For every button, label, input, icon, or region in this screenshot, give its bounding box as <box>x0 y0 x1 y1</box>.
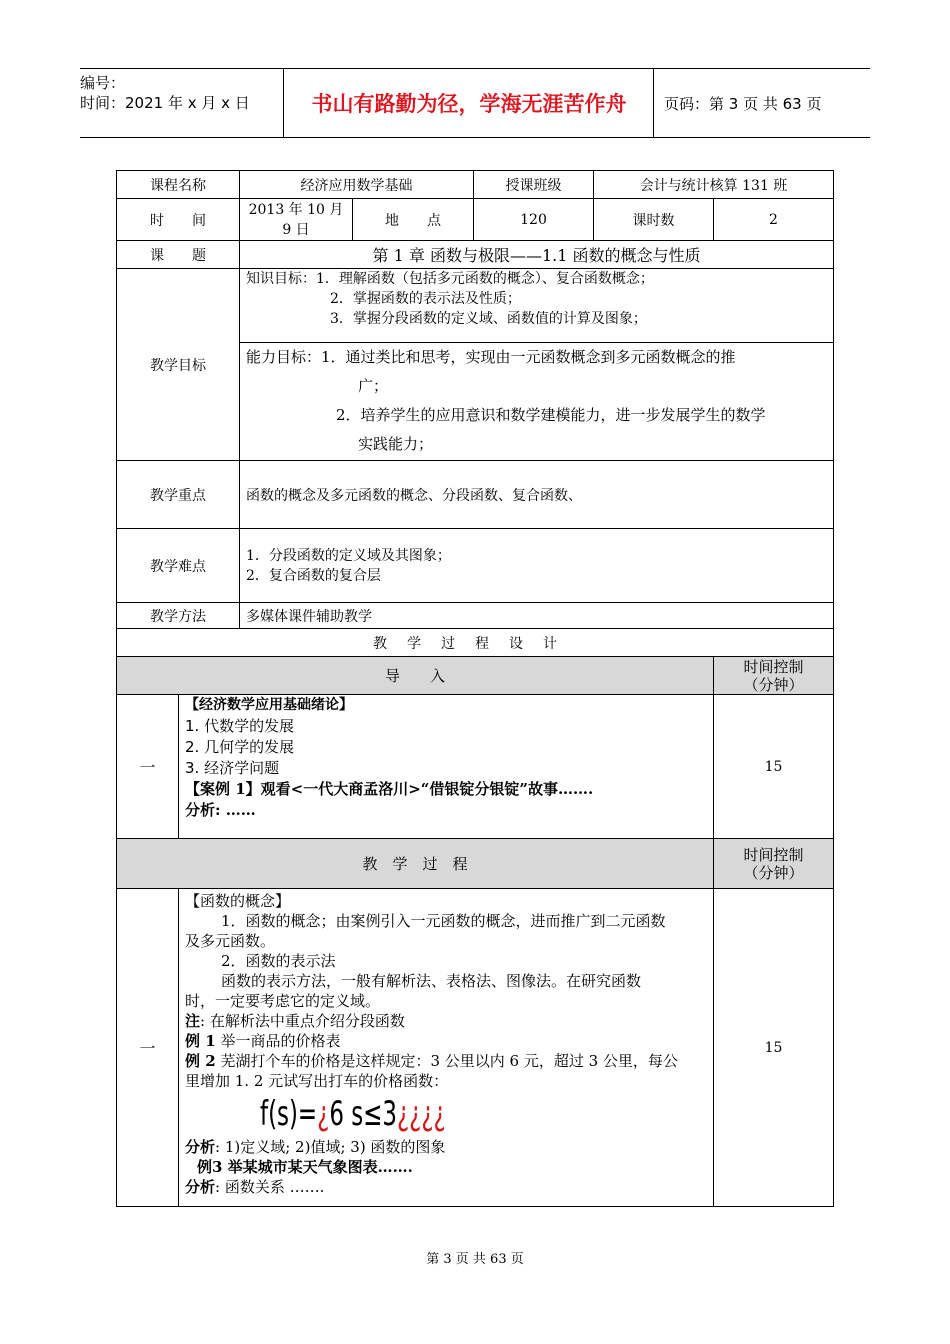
section-2-content <box>179 889 714 1207</box>
analysis-label: 分析 <box>185 1138 216 1156</box>
example-1-text: 举一商品的价格表 <box>215 1032 341 1050</box>
section-2-minutes: 15 <box>714 889 834 1207</box>
section-1-item-1: 1. 代数学的发展 <box>185 717 295 735</box>
row-process-title <box>117 629 834 657</box>
row-difficulties <box>117 529 834 603</box>
header-motto: 书山有路勤为径，学海无涯苦作舟 <box>285 69 654 137</box>
method-label: 教学方法 <box>117 603 240 629</box>
knowledge-goal-2: 2．掌握函数的表示法及性质； <box>330 291 521 307</box>
example-3-text: 举某城市某天气象图表……. <box>222 1158 413 1176</box>
example-2-label: 例 2 <box>185 1052 216 1070</box>
time-control-label-2: 时间控制 <box>743 845 804 864</box>
section-1-title: 【经济数学应用基础绪论】 <box>185 697 353 713</box>
section-1-item-2: 2. 几何学的发展 <box>185 738 295 756</box>
row-topic <box>117 241 834 269</box>
date-line-2: 9 日 <box>282 221 310 238</box>
key-points-label: 教学重点 <box>117 461 240 529</box>
row-method <box>117 603 834 629</box>
example-3-label: 例3 <box>197 1158 223 1176</box>
method-value: 多媒体课件辅助教学 <box>240 603 834 629</box>
row-knowledge-goals <box>117 269 834 343</box>
row-process-header <box>117 839 834 889</box>
section-1-number: 一 <box>117 695 179 839</box>
section-2-number: 一 <box>117 889 179 1207</box>
note-label: 注 <box>185 1012 201 1030</box>
piecewise-formula <box>185 1091 577 1137</box>
difficulty-1: 1．分段函数的定义域及其图象； <box>246 547 451 564</box>
row-course <box>117 171 834 199</box>
ability-goal-1-cont: 广； <box>358 377 389 395</box>
section-2-analysis-2 <box>185 1177 707 1197</box>
example-1-label: 例 1 <box>185 1032 216 1050</box>
date-line-1: 2013 年 10 月 <box>248 201 344 218</box>
difficulties-label: 教学难点 <box>117 529 240 603</box>
page-header <box>80 68 870 138</box>
section-1-content <box>179 695 714 839</box>
formula-case: 6 s≤3 <box>329 1094 397 1134</box>
header-page-info: 页码：第 3 页 共 63 页 <box>664 94 822 113</box>
class-value: 会计与统计核算 131 班 <box>594 171 834 199</box>
topic-value: 第 1 章 函数与极限——1.1 函数的概念与性质 <box>240 241 834 269</box>
section-2-example-2 <box>185 1051 707 1071</box>
ability-goal-2-cont: 实践能力； <box>358 435 434 453</box>
key-points: 函数的概念及多元函数的概念、分段函数、复合函数、 <box>240 461 834 529</box>
ability-goal-2: 2．培养学生的应用意识和数学建模能力，进一步发展学生的数学 <box>336 406 766 424</box>
page-footer: 第 3 页 共 63 页 <box>426 1252 524 1267</box>
section-2-example-2b: 里增加 1. 2 元试写出打车的价格函数： <box>185 1072 449 1090</box>
goals-label: 教学目标 <box>117 269 240 461</box>
analysis-2-text: : 函数关系 ……. <box>215 1178 325 1196</box>
row-section-1 <box>117 695 834 839</box>
knowledge-goal-3: 3．掌握分段函数的定义域、函数值的计算及图象； <box>330 311 647 327</box>
difficulties <box>240 529 834 603</box>
row-intro-header <box>117 657 834 695</box>
topic-label: 课 题 <box>117 241 240 269</box>
row-key-points <box>117 461 834 529</box>
header-meta <box>80 69 284 137</box>
formula-brace: ¿ <box>317 1094 330 1134</box>
hours-value: 2 <box>714 199 834 241</box>
row-section-2 <box>117 889 834 1207</box>
section-2-p1: 1．函数的概念；由案例引入一元函数的概念，进而推广到二元函数 <box>221 912 666 930</box>
section-2-title: 【函数的概念】 <box>185 892 291 910</box>
section-1-analysis: 分析: …… <box>185 801 256 819</box>
section-1-item-3: 3. 经济学问题 <box>185 759 280 777</box>
section-2-example-3 <box>185 1157 707 1177</box>
class-label: 授课班级 <box>474 171 594 199</box>
time-unit-label-2: （分钟） <box>743 863 804 882</box>
intro-header: 导 入 <box>117 657 714 695</box>
process-title: 教学过程设计 <box>117 629 834 657</box>
lesson-plan-table <box>116 170 834 1207</box>
course-name: 经济应用数学基础 <box>240 171 474 199</box>
section-2-p2: 2．函数的表示法 <box>221 952 336 970</box>
knowledge-goal-1: 知识目标：1．理解函数（包括多元函数的概念）、复合函数概念； <box>246 271 654 287</box>
analysis-2-label: 分析 <box>185 1178 216 1196</box>
section-2-p3: 函数的表示方法，一般有解析法、表格法、图像法。在研究函数 <box>221 972 642 990</box>
formula-lhs: f(s)= <box>260 1094 318 1134</box>
hours-label: 课时数 <box>594 199 714 241</box>
time-label: 时间：2021 年 x 月 x 日 <box>80 94 250 112</box>
code-label: 编号： <box>80 74 126 92</box>
place-label: 地 点 <box>353 199 474 241</box>
row-time <box>117 199 834 241</box>
time-control-label: 时间控制 <box>743 657 804 676</box>
section-2-note <box>185 1011 707 1031</box>
section-1-minutes: 15 <box>714 695 834 839</box>
analysis-text: : 1)定义域; 2)值域; 3) 函数的图象 <box>215 1138 446 1156</box>
section-2-example-1 <box>185 1031 707 1051</box>
date-value <box>240 199 353 241</box>
knowledge-goals <box>240 269 834 343</box>
ability-goal-1: 能力目标：1．通过类比和思考，实现由一元函数概念到多元函数概念的推 <box>246 348 736 366</box>
section-2-p3b: 时，一定要考虑它的定义域。 <box>185 992 381 1010</box>
intro-time-control <box>714 657 834 695</box>
ability-goals <box>240 343 834 461</box>
section-2-analysis <box>185 1137 707 1157</box>
time-unit-label: （分钟） <box>743 675 804 694</box>
section-2-p1b: 及多元函数。 <box>185 932 276 950</box>
example-2-text: 芜湖打个车的价格是这样规定：3 公里以内 6 元，超过 3 公里，每公 <box>215 1052 678 1070</box>
section-1-case: 【案例 1】观看<一代大商孟洛川>“借银锭分银锭”故事……. <box>185 780 594 798</box>
course-name-label: 课程名称 <box>117 171 240 199</box>
difficulty-2: 2．复合函数的复合层 <box>246 567 381 584</box>
process-header: 教 学 过 程 <box>117 839 714 889</box>
note-text: : 在解析法中重点介绍分段函数 <box>200 1012 405 1030</box>
time-label: 时 间 <box>117 199 240 241</box>
formula-tail: ¿¿¿¿ <box>396 1094 446 1134</box>
process-time-control <box>714 839 834 889</box>
place-value: 120 <box>474 199 594 241</box>
